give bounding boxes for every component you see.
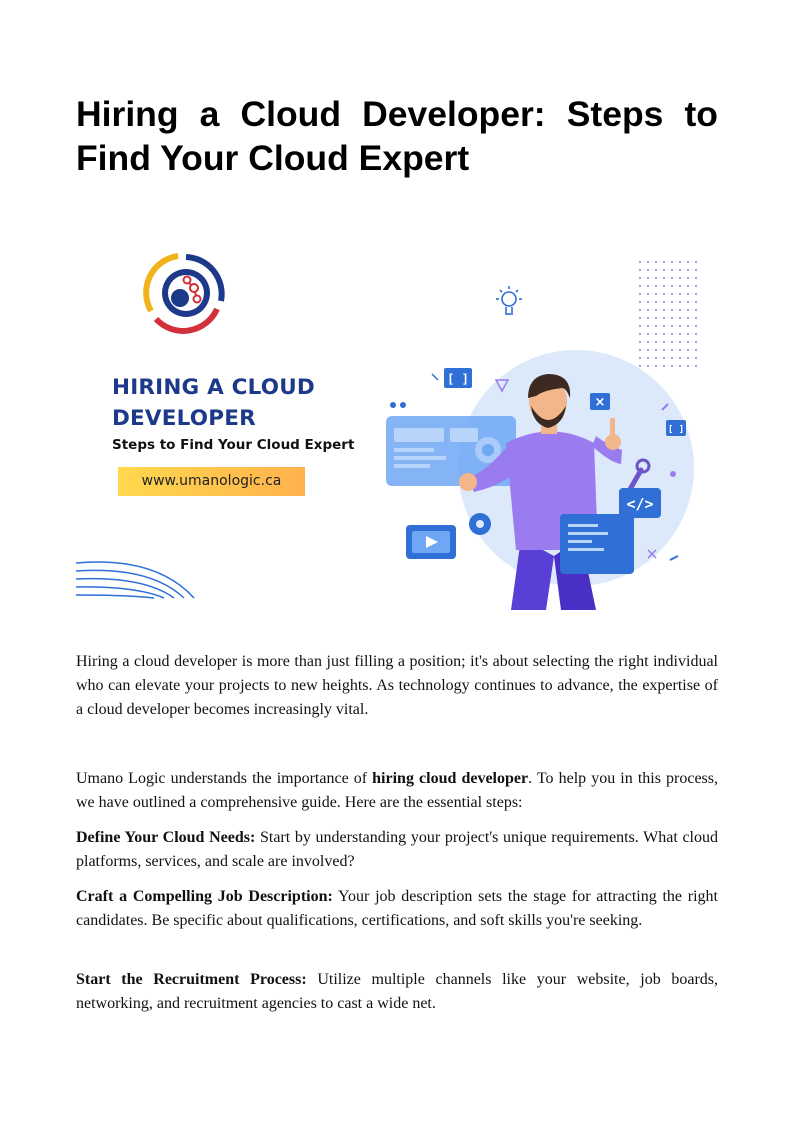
wave-lines-decoration xyxy=(76,562,194,598)
banner-url: www.umanologic.ca xyxy=(118,467,305,496)
banner-heading xyxy=(112,372,315,434)
banner-heading-line-2: DEVELOPER xyxy=(112,406,256,431)
hero-banner xyxy=(76,238,718,610)
lightbulb-icon xyxy=(496,286,522,314)
svg-text:×: × xyxy=(594,395,606,410)
step-job-description-label: Craft a Compelling Job Description: xyxy=(76,888,333,905)
code-bracket-badge-small xyxy=(666,420,686,436)
code-bracket-badge xyxy=(444,368,472,388)
guide-intro-keyword: hiring cloud developer xyxy=(372,770,529,787)
page-title: Hiring a Cloud Developer: Steps to Find Your Cloud Expert xyxy=(76,94,718,178)
umano-logic-logo xyxy=(146,256,222,331)
banner-subtitle: Steps to Find Your Cloud Expert xyxy=(112,437,355,453)
banner-heading-line-1: HIRING A CLOUD xyxy=(112,375,315,400)
step-recruitment-text: Utilize multiple channels like your website, job boards, networking, and recruitment agencies to cast a wide net. xyxy=(76,971,718,1012)
gear-icon xyxy=(469,513,491,535)
svg-text:</>: </> xyxy=(626,495,654,513)
step-job-description-text: Your job description sets the stage for attracting the right candidates. Be specific about qualifications, certifications, and soft skills you're seeking. xyxy=(76,888,719,929)
step-job-description xyxy=(76,885,718,933)
intro-paragraph: Hiring a cloud developer is more than just filling a position; it's about selecting the right individual who can elevate your projects to new heights. As technology continues to advance, the expertise of a cloud developer becomes increasingly vital. xyxy=(76,653,718,718)
code-panel-graphic xyxy=(560,514,634,574)
step-define-needs-text: Start by understanding your project's unique requirements. What cloud platforms, services, and scale are involved? xyxy=(76,829,718,870)
dot-grid-decoration xyxy=(639,261,697,367)
code-tag-badge xyxy=(619,488,661,518)
close-badge xyxy=(590,393,610,410)
guide-intro-text-start: Umano Logic understands the importance of xyxy=(76,770,373,787)
step-recruitment xyxy=(76,968,718,1016)
step-define-needs-label: Define Your Cloud Needs: xyxy=(76,829,256,846)
video-player-graphic xyxy=(406,525,456,559)
step-recruitment-label: Start the Recruitment Process: xyxy=(76,971,307,988)
guide-intro-paragraph xyxy=(76,767,718,815)
guide-intro-text-end: . To help you in this process, we have outlined a comprehensive guide. Here are the essential steps: xyxy=(76,770,719,811)
step-define-needs xyxy=(76,826,718,874)
svg-text:[ ]: [ ] xyxy=(447,372,469,386)
svg-text:[ ]: [ ] xyxy=(667,425,685,435)
